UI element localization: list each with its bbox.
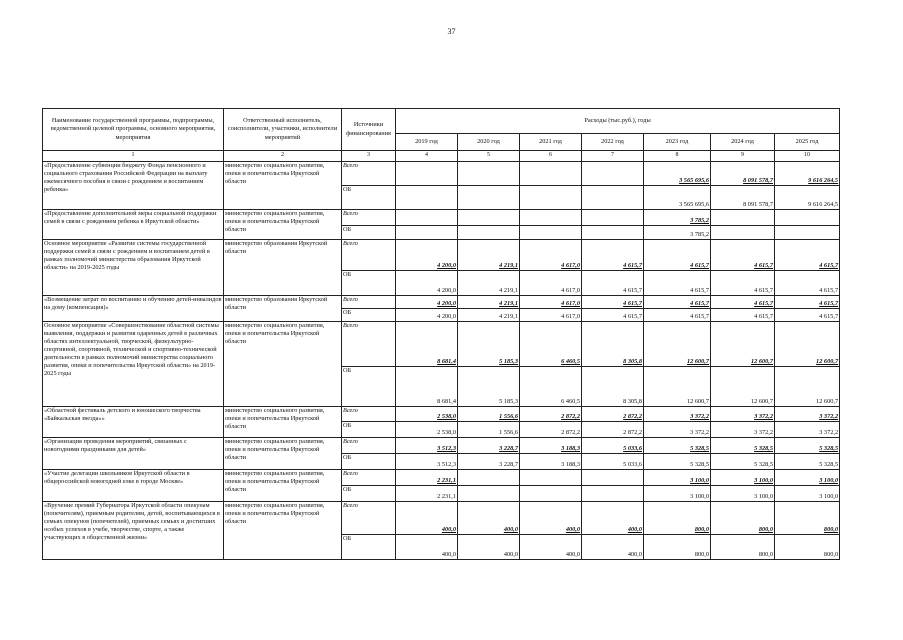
header-year: 2022 год	[582, 134, 644, 151]
total-value: 2 872,2	[582, 406, 644, 421]
ob-value	[458, 225, 520, 239]
program-name: «Организация проведения мероприятий, связанных с новогодними праздниками для детей»	[43, 437, 224, 469]
ob-value: 3 372,2	[644, 421, 711, 437]
source-total: Всего	[342, 209, 396, 225]
table-row	[43, 209, 840, 225]
ob-value: 4 615,7	[775, 270, 840, 295]
ob-value: 4 615,7	[711, 270, 775, 295]
program-name: «Предоставление дополнительной меры социальной поддержки семей в связи с рождением ребенка в Иркутской области»	[43, 209, 224, 239]
column-number: 3	[342, 151, 396, 162]
total-value: 400,0	[458, 501, 520, 534]
total-value: 5 185,3	[458, 321, 520, 366]
program-name: «Предоставление субвенции бюджету Фонда пенсионного и социального страхования Российской Федерации на выплату ежемесячного пособия в связи с рождением и воспитанием ребенка»	[43, 161, 224, 209]
column-number: 1	[43, 151, 224, 162]
table-row	[43, 469, 840, 485]
total-value: 4 615,7	[775, 239, 840, 270]
total-value: 4 615,7	[644, 239, 711, 270]
total-value: 4 219,1	[458, 239, 520, 270]
table-row	[43, 501, 840, 534]
total-value: 3 372,2	[775, 406, 840, 421]
budget-table	[42, 108, 840, 560]
ob-value: 3 100,0	[711, 485, 775, 501]
table-row	[43, 406, 840, 421]
source-ob: ОБ	[342, 225, 396, 239]
source-total: Всего	[342, 437, 396, 453]
ob-value: 2 231,1	[396, 485, 458, 501]
ob-value	[582, 485, 644, 501]
ob-value	[711, 225, 775, 239]
ob-value: 4 617,0	[520, 308, 582, 321]
ob-value: 3 785,2	[644, 225, 711, 239]
total-value: 5 033,6	[582, 437, 644, 453]
ob-value	[396, 185, 458, 209]
executor: министерство социального развития, опеки и попечительства Иркутской области	[224, 501, 342, 559]
header-year: 2025 год	[775, 134, 840, 151]
ob-value: 12 600,7	[644, 366, 711, 406]
total-value: 3 100,0	[775, 469, 840, 485]
source-total: Всего	[342, 406, 396, 421]
program-name: «Возмещение затрат по воспитанию и обучению детей-инвалидов на дому (компенсация)»	[43, 295, 224, 321]
ob-value: 12 600,7	[775, 366, 840, 406]
column-number: 9	[711, 151, 775, 162]
total-value: 400,0	[582, 501, 644, 534]
total-value: 4 200,0	[396, 239, 458, 270]
program-name: «Областной фестиваль детского и юношеского творчества «Байкальская звезда»»	[43, 406, 224, 437]
header-program: Наименование государственной программы, подпрограммы, ведомственной целевой программы, основного мероприятия, мероприятия	[43, 109, 224, 151]
ob-value: 6 460,5	[520, 366, 582, 406]
ob-value: 9 616 264,5	[775, 185, 840, 209]
header-source: Источники финансирования	[342, 109, 396, 151]
ob-value: 2 872,2	[520, 421, 582, 437]
total-value: 4 615,7	[582, 239, 644, 270]
total-value	[520, 161, 582, 185]
ob-value: 8 681,4	[396, 366, 458, 406]
program-name: «Вручение премий Губернатора Иркутской области опекунам (попечителям), приемным родителям, детей, воспитывающихся в семьях опекунов (попечителей), приемных семьях и достигших особых успехов в учебе, творчестве, спорте, а также участвующих в общественной жизни»	[43, 501, 224, 559]
column-number: 10	[775, 151, 840, 162]
source-ob: ОБ	[342, 185, 396, 209]
total-value: 4 219,1	[458, 295, 520, 308]
source-total: Всего	[342, 501, 396, 534]
total-value: 4 617,0	[520, 295, 582, 308]
executor: министерство социального развития, опеки и попечительства Иркутской области	[224, 161, 342, 209]
total-value: 12 600,7	[711, 321, 775, 366]
ob-value: 3 512,3	[396, 453, 458, 469]
ob-value: 3 372,2	[711, 421, 775, 437]
ob-value: 4 200,0	[396, 308, 458, 321]
column-number: 5	[458, 151, 520, 162]
ob-value: 3 372,2	[775, 421, 840, 437]
ob-value: 3 100,0	[644, 485, 711, 501]
total-value: 3 228,7	[458, 437, 520, 453]
total-value: 4 615,7	[711, 295, 775, 308]
total-value	[396, 209, 458, 225]
source-ob: ОБ	[342, 485, 396, 501]
executor: министерство образования Иркутской области	[224, 295, 342, 321]
executor: министерство социального развития, опеки и попечительства Иркутской области	[224, 437, 342, 469]
ob-value	[458, 485, 520, 501]
ob-value: 4 615,7	[644, 308, 711, 321]
ob-value	[396, 225, 458, 239]
source-ob: ОБ	[342, 421, 396, 437]
source-total: Всего	[342, 239, 396, 270]
table-row	[43, 161, 840, 185]
total-value	[711, 209, 775, 225]
total-value: 8 305,8	[582, 321, 644, 366]
ob-value: 4 219,1	[458, 308, 520, 321]
ob-value: 3 188,3	[520, 453, 582, 469]
ob-value: 12 600,7	[711, 366, 775, 406]
column-number: 6	[520, 151, 582, 162]
total-value: 4 615,7	[582, 295, 644, 308]
executor: министерство социального развития, опеки и попечительства Иркутской области	[224, 469, 342, 501]
ob-value: 5 033,6	[582, 453, 644, 469]
ob-value: 400,0	[458, 534, 520, 559]
total-value: 3 188,3	[520, 437, 582, 453]
ob-value: 5 185,3	[458, 366, 520, 406]
ob-value: 800,0	[711, 534, 775, 559]
total-value: 4 615,7	[775, 295, 840, 308]
ob-value: 400,0	[396, 534, 458, 559]
header-year: 2020 год	[458, 134, 520, 151]
total-value: 2 231,1	[396, 469, 458, 485]
source-ob: ОБ	[342, 308, 396, 321]
ob-value: 800,0	[775, 534, 840, 559]
ob-value	[582, 185, 644, 209]
column-number: 2	[224, 151, 342, 162]
total-value: 8 681,4	[396, 321, 458, 366]
total-value: 3 372,2	[644, 406, 711, 421]
source-total: Всего	[342, 161, 396, 185]
ob-value: 5 328,5	[775, 453, 840, 469]
total-value	[396, 161, 458, 185]
executor: министерство социального развития, опеки и попечительства Иркутской области	[224, 406, 342, 437]
total-value: 3 565 695,6	[644, 161, 711, 185]
total-value	[520, 469, 582, 485]
total-value: 3 100,0	[711, 469, 775, 485]
total-value: 5 328,5	[775, 437, 840, 453]
total-value: 3 785,2	[644, 209, 711, 225]
total-value	[775, 209, 840, 225]
ob-value: 5 328,5	[711, 453, 775, 469]
executor: министерство образования Иркутской области	[224, 239, 342, 295]
source-total: Всего	[342, 321, 396, 366]
ob-value: 400,0	[520, 534, 582, 559]
total-value: 2 872,2	[520, 406, 582, 421]
total-value: 4 617,0	[520, 239, 582, 270]
ob-value: 3 100,0	[775, 485, 840, 501]
ob-value: 3 228,7	[458, 453, 520, 469]
ob-value: 2 538,0	[396, 421, 458, 437]
program-name: Основное мероприятие «Развитие системы государственной поддержки семей в связи с рождением и воспитанием детей в рамках полномочий министерства образования Иркутской области» на 2019-2025 годы	[43, 239, 224, 295]
ob-value	[458, 185, 520, 209]
source-ob: ОБ	[342, 534, 396, 559]
program-name: «Участие делегации школьников Иркутской области в общероссийской новогодней елке в городе Москве»	[43, 469, 224, 501]
total-value: 4 200,0	[396, 295, 458, 308]
ob-value: 4 615,7	[644, 270, 711, 295]
executor: министерство социального развития, опеки и попечительства Иркутской области	[224, 209, 342, 239]
ob-value: 4 615,7	[775, 308, 840, 321]
total-value: 800,0	[711, 501, 775, 534]
total-value: 5 328,5	[644, 437, 711, 453]
ob-value	[520, 185, 582, 209]
total-value: 6 460,5	[520, 321, 582, 366]
header-year: 2024 год	[711, 134, 775, 151]
ob-value: 4 615,7	[582, 308, 644, 321]
column-number: 7	[582, 151, 644, 162]
ob-value: 3 565 695,6	[644, 185, 711, 209]
ob-value	[520, 485, 582, 501]
total-value	[458, 469, 520, 485]
total-value: 400,0	[520, 501, 582, 534]
total-value	[582, 161, 644, 185]
source-total: Всего	[342, 295, 396, 308]
total-value: 2 538,0	[396, 406, 458, 421]
total-value: 3 100,0	[644, 469, 711, 485]
ob-value: 800,0	[644, 534, 711, 559]
total-value	[458, 209, 520, 225]
table-row	[43, 295, 840, 308]
header-executor: Ответственный исполнитель, соисполнители, участники, исполнители мероприятий	[224, 109, 342, 151]
column-number: 8	[644, 151, 711, 162]
total-value: 1 556,6	[458, 406, 520, 421]
total-value	[458, 161, 520, 185]
ob-value: 8 305,8	[582, 366, 644, 406]
ob-value	[582, 225, 644, 239]
total-value: 3 372,2	[711, 406, 775, 421]
ob-value: 4 615,7	[582, 270, 644, 295]
source-ob: ОБ	[342, 270, 396, 295]
executor: министерство социального развития, опеки и попечительства Иркутской области	[224, 321, 342, 406]
column-number: 4	[396, 151, 458, 162]
page-number: 37	[447, 27, 456, 36]
table-row	[43, 239, 840, 270]
total-value: 800,0	[644, 501, 711, 534]
ob-value: 5 328,5	[644, 453, 711, 469]
total-value: 12 600,7	[775, 321, 840, 366]
total-value: 5 328,5	[711, 437, 775, 453]
header-expenses: Расходы (тыс.руб.), годы	[396, 109, 840, 134]
ob-value	[775, 225, 840, 239]
header-year: 2019 год	[396, 134, 458, 151]
total-value: 4 615,7	[711, 239, 775, 270]
source-total: Всего	[342, 469, 396, 485]
source-ob: ОБ	[342, 453, 396, 469]
ob-value	[520, 225, 582, 239]
ob-value: 4 200,0	[396, 270, 458, 295]
total-value: 3 512,3	[396, 437, 458, 453]
total-value: 8 091 578,7	[711, 161, 775, 185]
total-value	[582, 209, 644, 225]
total-value: 9 616 264,5	[775, 161, 840, 185]
table-row	[43, 437, 840, 453]
ob-value: 4 615,7	[711, 308, 775, 321]
table-row	[43, 321, 840, 366]
total-value: 800,0	[775, 501, 840, 534]
total-value: 400,0	[396, 501, 458, 534]
ob-value: 1 556,6	[458, 421, 520, 437]
total-value	[582, 469, 644, 485]
ob-value: 8 091 578,7	[711, 185, 775, 209]
header-year: 2023 год	[644, 134, 711, 151]
ob-value: 4 219,1	[458, 270, 520, 295]
total-value: 4 615,7	[644, 295, 711, 308]
program-name: Основное мероприятие «Совершенствование областной системы выявления, поддержки и развития одаренных детей в различных областях интеллектуальной, творческой, физкультурно-спортивной, спортивной, технической и спортивно-технической деятельности в рамках полномочий министерства социального развития, опеки и попечительства Иркутской области» на 2019-2025 годы	[43, 321, 224, 406]
ob-value: 2 872,2	[582, 421, 644, 437]
total-value	[520, 209, 582, 225]
ob-value: 400,0	[582, 534, 644, 559]
header-year: 2021 год	[520, 134, 582, 151]
source-ob: ОБ	[342, 366, 396, 406]
total-value: 12 600,7	[644, 321, 711, 366]
ob-value: 4 617,0	[520, 270, 582, 295]
